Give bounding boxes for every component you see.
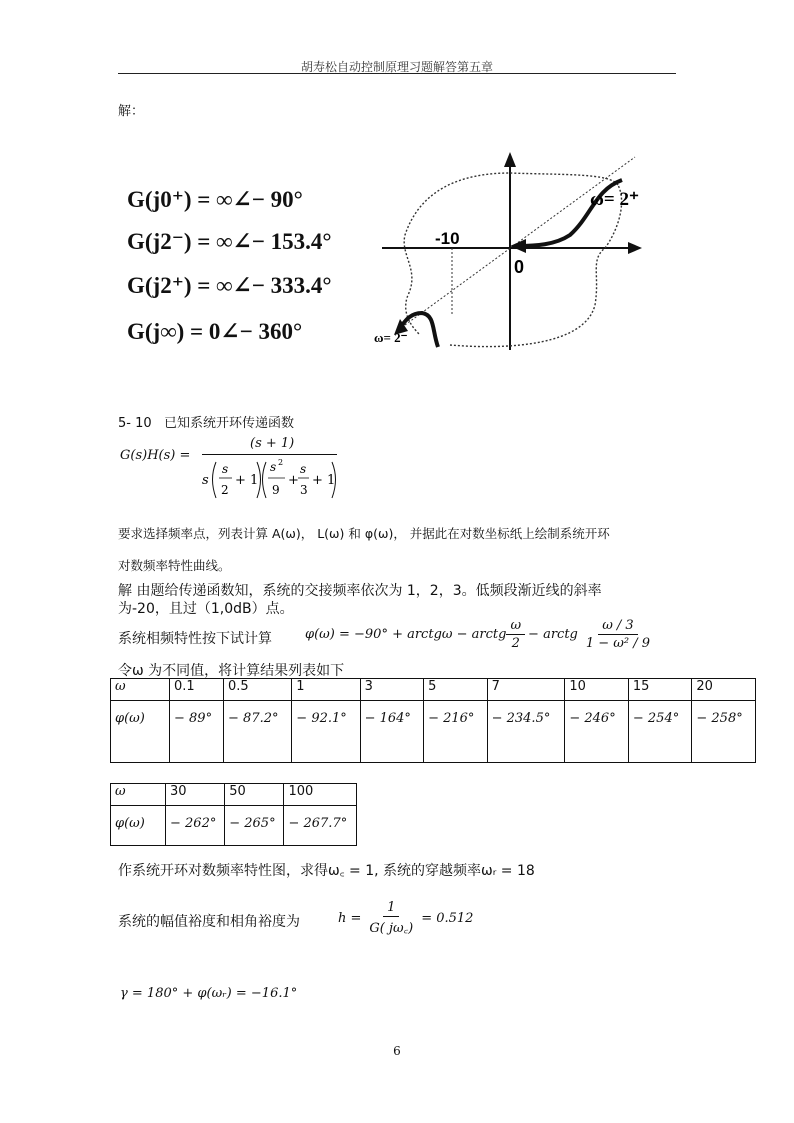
label-minus10: -10 [435, 229, 460, 248]
table1-phi-cell: − 234.5° [487, 701, 565, 763]
phase-table-1 [110, 678, 756, 763]
nyquist-eq-2: G(j2⁻) = ∞∠− 153.4° [127, 229, 332, 254]
phase-frac1-num: ω [506, 618, 525, 635]
table2-w-label: ω [111, 784, 166, 806]
svg-text:s: s [270, 460, 277, 474]
svg-text:s: s [202, 473, 209, 488]
branch-arrow-icon [510, 239, 526, 253]
svg-text:2: 2 [221, 483, 229, 497]
nyquist-eq-3: G(j2⁺) = ∞∠− 333.4° [127, 273, 332, 298]
svg-text:s: s [300, 462, 307, 476]
table1-phi-cell: − 254° [628, 701, 692, 763]
gh-numerator: (s + 1) [250, 436, 295, 451]
phase-intro: 系统相频特性按下试计算 [118, 631, 272, 647]
nyquist-infinite-arc [404, 173, 621, 347]
header-rule [118, 73, 676, 74]
table-intro: 令ω 为不同值，将计算结果列表如下 [118, 663, 345, 679]
crossover-line: 作系统开环对数频率特性图，求得ω꜀ = 1, 系统的穿越频率ωᵣ = 18 [118, 863, 535, 879]
table1-w-label: ω [111, 679, 170, 701]
label-origin: 0 [514, 257, 525, 277]
phase-frac2-den: 1 − ω² / 9 [585, 636, 651, 651]
table2-w-cell: 30 [166, 784, 225, 806]
label-w2plus: ω= 2⁺ [590, 189, 639, 210]
table2-phi-cell: − 265° [225, 806, 284, 846]
phase-frac2-num: ω / 3 [598, 618, 638, 635]
phase-frac1-den: 2 [511, 636, 520, 651]
table1-w-cell: 7 [487, 679, 565, 701]
svg-text:2: 2 [278, 458, 284, 467]
table1-phi-cell: − 216° [424, 701, 488, 763]
table1-phi-cell: − 246° [565, 701, 629, 763]
svg-text:+: + [288, 473, 299, 488]
table1-w-cell: 1 [292, 679, 360, 701]
table1-phi-cell: − 87.2° [224, 701, 292, 763]
gain-margin-formula [338, 900, 473, 936]
problem-heading [118, 412, 294, 431]
real-axis-arrow-icon [628, 242, 642, 254]
gh-fraction-bar [202, 454, 337, 455]
h-den: G( jω꜀) [369, 921, 414, 936]
label-w2minus: ω= 2⁻ [374, 330, 408, 345]
phase-margin: γ = 180° + φ(ωᵣ) = −16.1° [120, 986, 298, 1001]
table1-phi-cell: − 89° [170, 701, 224, 763]
phase-formula [305, 618, 654, 651]
table1-w-cell: 0.1 [170, 679, 224, 701]
table2-phi-label: φ(ω) [111, 806, 166, 846]
page-header: 胡寿松自动控制原理习题解答第五章 [300, 60, 493, 74]
table1-w-cell: 3 [360, 679, 424, 701]
phase-formula-left: φ(ω) = −90° + arctgω − arctg [305, 627, 507, 642]
solution-line-1: 解 由题给传递函数知，系统的交接频率依次为 1，2，3。低频段渐近线的斜率 [118, 583, 602, 599]
h-left: h = [338, 910, 362, 926]
h-right: = 0.512 [421, 910, 474, 926]
h-num: 1 [383, 900, 399, 917]
svg-text:3: 3 [300, 483, 308, 497]
request-line-1: 要求选择频率点，列表计算 A(ω)， L(ω) 和 φ(ω)， 并据此在对数坐标纸上绘制系统开环 [118, 526, 610, 541]
table1-phi-cell: − 258° [692, 701, 756, 763]
phase-mid: − arctg [528, 627, 578, 642]
nyquist-eq-4: G(j∞) = 0∠− 360° [127, 319, 303, 344]
problem-number: 5- 10 [118, 416, 152, 431]
svg-text:9: 9 [272, 483, 280, 497]
request-line-2: 对数频率特性曲线。 [118, 558, 231, 573]
table1-w-cell: 0.5 [224, 679, 292, 701]
svg-text:+ 1: + 1 [312, 473, 336, 488]
table2-phi-cell: − 267.7° [284, 806, 357, 846]
table1-w-cell: 5 [424, 679, 488, 701]
svg-text:+ 1: + 1 [235, 473, 259, 488]
solution-line-2: 为-20，且过（1,0dB）点。 [118, 601, 294, 617]
svg-text:s: s [222, 462, 229, 476]
imag-axis-arrow-icon [504, 152, 516, 167]
table1-phi-cell: − 164° [360, 701, 424, 763]
phase-frac-2 [582, 618, 654, 651]
phase-table-2 [110, 783, 357, 846]
table2-w-cell: 50 [225, 784, 284, 806]
table1-w-cell: 10 [565, 679, 629, 701]
table2-phi-cell: − 262° [166, 806, 225, 846]
phase-frac-1 [506, 618, 525, 651]
gh-denominator [200, 456, 340, 502]
h-fraction [365, 900, 417, 936]
problem-statement: 已知系统开环传递函数 [164, 416, 295, 431]
page-number: 6 [393, 1044, 401, 1058]
table1-w-cell: 15 [628, 679, 692, 701]
table1-phi-cell: − 92.1° [292, 701, 360, 763]
nyquist-plot [360, 145, 660, 375]
solution-label: 解： [118, 104, 145, 119]
table2-w-cell: 100 [284, 784, 357, 806]
margin-intro: 系统的幅值裕度和相角裕度为 [118, 914, 300, 930]
nyquist-eq-1: G(j0⁺) = ∞∠− 90° [127, 187, 303, 212]
table1-phi-label: φ(ω) [111, 701, 170, 763]
gh-left: G(s)H(s) = [120, 448, 191, 463]
table1-w-cell: 20 [692, 679, 756, 701]
